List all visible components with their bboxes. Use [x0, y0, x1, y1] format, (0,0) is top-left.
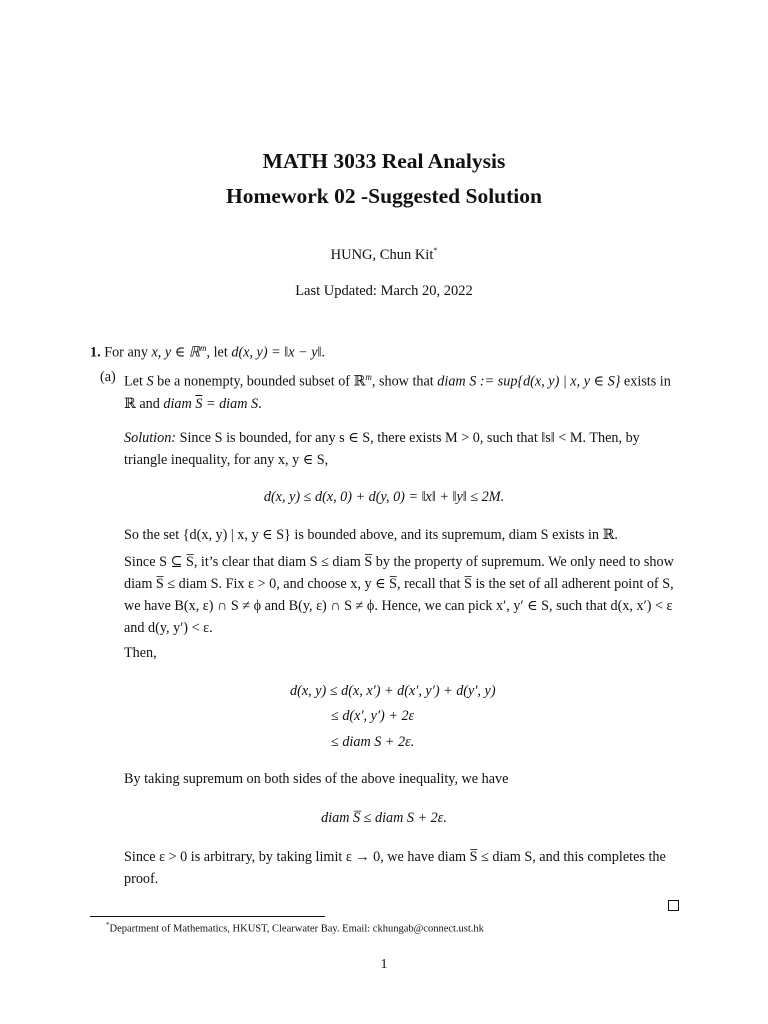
math-S: S — [146, 373, 154, 390]
part-a-text: exists in — [620, 373, 671, 390]
problem-text: , let — [206, 344, 232, 361]
solution-text: triangle inequality, for any x, y ∈ S, — [124, 452, 329, 468]
solution-text: proof. — [124, 871, 159, 887]
solution-para-1 — [124, 427, 684, 471]
math-diam-def: diam S := sup{d(x, y) | x, y ∈ S} — [437, 373, 621, 390]
equation-1: d(x, y) ≤ d(x, 0) + d(y, 0) = ‖x‖ + ‖y‖ ≤ 2M. — [263, 489, 505, 505]
footnote-rule — [90, 916, 325, 917]
equation-3: diam S̅ ≤ diam S + 2ε. — [321, 810, 447, 826]
math-diam: diam — [163, 395, 196, 412]
math-diam-closure-eq — [163, 396, 258, 412]
solution-para-3 — [124, 551, 674, 639]
solution-text: Since S ⊆ S̅, it’s clear that diam S ≤ diam S̅ by the property of supremum. We only need to show — [124, 554, 674, 570]
solution-text: diam S̅ ≤ diam S. Fix ε > 0, and choose x, y ∈ S̅, recall that S̅ is the set of all adherent point of S, — [124, 576, 674, 592]
solution-para-4: By taking supremum on both sides of the above inequality, we have — [124, 771, 509, 787]
math-sup-m: m — [365, 372, 372, 382]
math-diam-S: = diam S — [202, 395, 259, 412]
math-xy-in-r: x, y ∈ ℝ — [151, 344, 201, 361]
author-name: HUNG, Chun Kit — [330, 246, 434, 263]
author-footnote-mark: * — [433, 246, 438, 255]
footnote-text: Department of Mathematics, HKUST, Clearwater Bay. Email: ckhungab@connect.ust.hk — [109, 923, 484, 935]
qed-square-icon — [668, 900, 679, 911]
math-sup-m: m — [200, 343, 207, 353]
title-line-2: Homework 02 -Suggested Solution — [226, 184, 542, 208]
part-a-label: (a) — [100, 369, 116, 385]
solution-para-2: So the set {d(x, y) | x, y ∈ S} is bounded above, and its supremum, diam S exists in ℝ. — [124, 527, 618, 543]
equation-2-line-2: ≤ d(x′, y′) + 2ε — [331, 708, 415, 724]
solution-label: Solution: — [124, 430, 177, 446]
problem-text: . — [321, 344, 326, 361]
page-number: 1 — [380, 957, 388, 972]
author-line — [0, 246, 768, 264]
footnote-mark: * — [106, 921, 110, 929]
problem-1-statement — [90, 337, 325, 364]
part-a-statement — [124, 366, 684, 415]
last-updated: Last Updated: March 20, 2022 — [295, 283, 473, 299]
part-a-text: be a nonempty, bounded subset of — [153, 373, 354, 390]
equation-2-line-1: d(x, y) ≤ d(x, x′) + d(x′, y′) + d(y′, y) — [290, 683, 496, 699]
math-R: ℝ — [124, 395, 136, 412]
part-a-text: . — [258, 395, 262, 412]
math-distance-def: d(x, y) = ‖x − y‖ — [231, 344, 322, 361]
math-S-closure: $\overline{S}$ — [195, 395, 203, 412]
solution-text: Since S is bounded, for any s ∈ S, there exists M > 0, such that ‖s‖ < M. Then, by — [179, 430, 640, 446]
solution-para-5 — [124, 846, 666, 890]
footnote — [106, 921, 484, 935]
solution-text: and d(y, y′) < ε. — [124, 620, 213, 636]
equation-2-line-3: ≤ diam S + 2ε. — [331, 734, 415, 750]
title-line-1: MATH 3033 Real Analysis — [262, 149, 506, 173]
part-a-text: and — [135, 395, 164, 412]
problem-number: 1. — [90, 344, 101, 361]
problem-text: For any — [104, 344, 152, 361]
then-text: Then, — [124, 645, 157, 661]
part-a-text: , show that — [371, 373, 438, 390]
solution-text: Since ε > 0 is arbitrary, by taking limit ε → 0, we have diam S̅ ≤ diam S, and this completes the — [124, 849, 666, 865]
part-a-text: Let — [124, 373, 147, 390]
solution-text: we have B(x, ε) ∩ S ≠ ϕ and B(y, ε) ∩ S ≠ ϕ. Hence, we can pick x′, y′ ∈ S, such that d(x, x′) < ε — [124, 598, 673, 614]
math-R: ℝ — [353, 373, 366, 390]
